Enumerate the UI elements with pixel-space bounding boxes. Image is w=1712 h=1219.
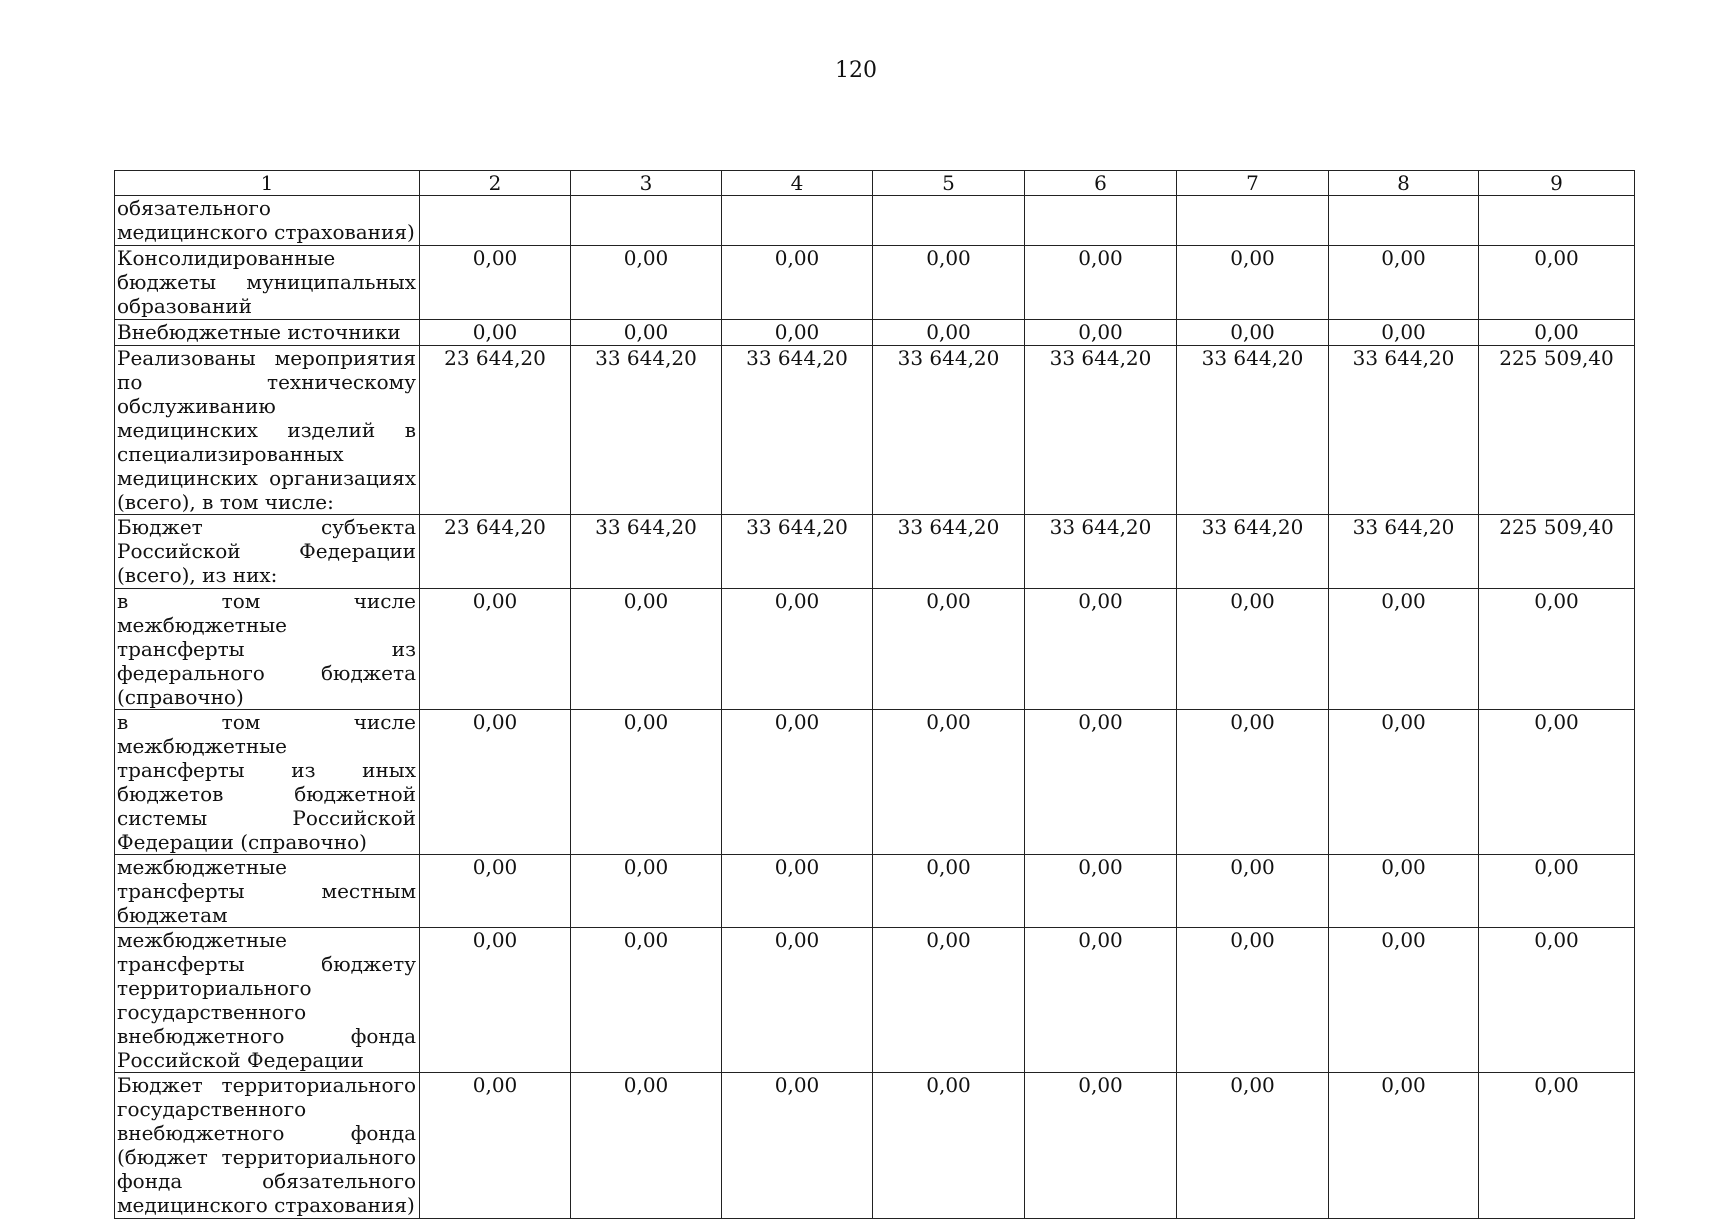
cell-value: 0,00 <box>1329 1073 1479 1219</box>
cell-value: 0,00 <box>722 855 873 928</box>
cell-value: 0,00 <box>1025 1073 1177 1219</box>
column-header: 6 <box>1025 171 1177 196</box>
cell-value: 33 644,20 <box>1177 515 1329 589</box>
cell-value: 33 644,20 <box>571 346 722 515</box>
cell-value: 0,00 <box>1329 855 1479 928</box>
cell-value: 0,00 <box>1177 855 1329 928</box>
page-number: 120 <box>835 58 877 83</box>
cell-value: 0,00 <box>1177 246 1329 320</box>
table-row <box>115 196 1635 246</box>
cell-value: 0,00 <box>420 1073 571 1219</box>
cell-value: 0,00 <box>1025 246 1177 320</box>
cell-value <box>1177 196 1329 246</box>
cell-value: 225 509,40 <box>1479 515 1635 589</box>
cell-value: 33 644,20 <box>722 346 873 515</box>
column-header: 1 <box>115 171 420 196</box>
cell-value <box>722 196 873 246</box>
cell-value: 0,00 <box>873 589 1025 710</box>
column-header: 2 <box>420 171 571 196</box>
row-label: Реализованы мероприятия по техническому обслуживанию медицинских изделий в специализированных медицинских организациях (всего), в том числе: <box>115 346 420 515</box>
cell-value: 33 644,20 <box>571 515 722 589</box>
cell-value: 0,00 <box>1177 928 1329 1073</box>
cell-value: 0,00 <box>722 246 873 320</box>
column-header: 4 <box>722 171 873 196</box>
cell-value: 0,00 <box>571 320 722 346</box>
cell-value: 0,00 <box>1329 589 1479 710</box>
cell-value: 0,00 <box>420 710 571 855</box>
row-label: межбюджетные трансферты бюджету территориального государственного внебюджетного фонда Российской Федерации <box>115 928 420 1073</box>
cell-value: 0,00 <box>571 710 722 855</box>
cell-value: 33 644,20 <box>1177 346 1329 515</box>
cell-value: 0,00 <box>873 1073 1025 1219</box>
cell-value: 0,00 <box>571 928 722 1073</box>
cell-value: 23 644,20 <box>420 346 571 515</box>
row-label: в том числе межбюджетные трансферты из федерального бюджета (справочно) <box>115 589 420 710</box>
cell-value: 23 644,20 <box>420 515 571 589</box>
cell-value: 0,00 <box>1479 928 1635 1073</box>
cell-value: 0,00 <box>1025 710 1177 855</box>
cell-value: 0,00 <box>1479 246 1635 320</box>
cell-value: 0,00 <box>1479 589 1635 710</box>
cell-value: 33 644,20 <box>1329 515 1479 589</box>
cell-value: 0,00 <box>1479 710 1635 855</box>
table-row <box>115 589 1635 710</box>
table-row <box>115 246 1635 320</box>
header-row <box>115 171 1635 196</box>
cell-value: 33 644,20 <box>873 515 1025 589</box>
row-label: в том числе межбюджетные трансферты из иных бюджетов бюджетной системы Российской Федерации (справочно) <box>115 710 420 855</box>
row-label: обязательного медицинского страхования) <box>115 196 420 246</box>
row-label: Консолидированные бюджеты муниципальных образований <box>115 246 420 320</box>
cell-value: 33 644,20 <box>1025 515 1177 589</box>
cell-value: 0,00 <box>873 246 1025 320</box>
cell-value: 33 644,20 <box>1329 346 1479 515</box>
table-row <box>115 855 1635 928</box>
table-row <box>115 346 1635 515</box>
cell-value: 0,00 <box>873 710 1025 855</box>
cell-value: 0,00 <box>1025 320 1177 346</box>
cell-value: 225 509,40 <box>1479 346 1635 515</box>
cell-value: 33 644,20 <box>873 346 1025 515</box>
cell-value <box>571 196 722 246</box>
cell-value: 0,00 <box>1177 710 1329 855</box>
table-row <box>115 1073 1635 1219</box>
table-row <box>115 710 1635 855</box>
cell-value: 0,00 <box>1479 320 1635 346</box>
cell-value <box>1025 196 1177 246</box>
cell-value: 0,00 <box>1329 710 1479 855</box>
cell-value: 0,00 <box>420 589 571 710</box>
row-label: Бюджет территориального государственного внебюджетного фонда (бюджет территориального фонда обязательного медицинского страхования) <box>115 1073 420 1219</box>
cell-value: 0,00 <box>722 710 873 855</box>
column-header: 7 <box>1177 171 1329 196</box>
cell-value: 0,00 <box>571 1073 722 1219</box>
cell-value: 0,00 <box>571 855 722 928</box>
budget-table <box>114 170 1635 1219</box>
cell-value: 0,00 <box>1025 589 1177 710</box>
cell-value: 33 644,20 <box>722 515 873 589</box>
cell-value: 0,00 <box>1479 855 1635 928</box>
cell-value: 0,00 <box>571 246 722 320</box>
cell-value: 0,00 <box>1329 928 1479 1073</box>
cell-value: 0,00 <box>1177 320 1329 346</box>
cell-value <box>1329 196 1479 246</box>
cell-value: 0,00 <box>722 320 873 346</box>
cell-value: 0,00 <box>873 320 1025 346</box>
row-label: Бюджет субъекта Российской Федерации (всего), из них: <box>115 515 420 589</box>
cell-value: 0,00 <box>1025 928 1177 1073</box>
cell-value: 0,00 <box>1329 246 1479 320</box>
column-header: 5 <box>873 171 1025 196</box>
cell-value: 0,00 <box>1329 320 1479 346</box>
cell-value: 0,00 <box>571 589 722 710</box>
cell-value: 0,00 <box>1479 1073 1635 1219</box>
cell-value <box>1479 196 1635 246</box>
cell-value: 0,00 <box>420 855 571 928</box>
row-label: Внебюджетные источники <box>115 320 420 346</box>
cell-value: 0,00 <box>873 855 1025 928</box>
cell-value: 0,00 <box>873 928 1025 1073</box>
cell-value: 0,00 <box>1177 1073 1329 1219</box>
cell-value: 0,00 <box>722 928 873 1073</box>
column-header: 9 <box>1479 171 1635 196</box>
column-header: 8 <box>1329 171 1479 196</box>
cell-value: 0,00 <box>420 246 571 320</box>
cell-value <box>420 196 571 246</box>
table-row <box>115 320 1635 346</box>
column-header: 3 <box>571 171 722 196</box>
cell-value: 0,00 <box>722 1073 873 1219</box>
cell-value <box>873 196 1025 246</box>
cell-value: 0,00 <box>420 928 571 1073</box>
table-row <box>115 515 1635 589</box>
cell-value: 33 644,20 <box>1025 346 1177 515</box>
row-label: межбюджетные трансферты местным бюджетам <box>115 855 420 928</box>
table-row <box>115 928 1635 1073</box>
cell-value: 0,00 <box>1177 589 1329 710</box>
cell-value: 0,00 <box>420 320 571 346</box>
cell-value: 0,00 <box>722 589 873 710</box>
cell-value: 0,00 <box>1025 855 1177 928</box>
